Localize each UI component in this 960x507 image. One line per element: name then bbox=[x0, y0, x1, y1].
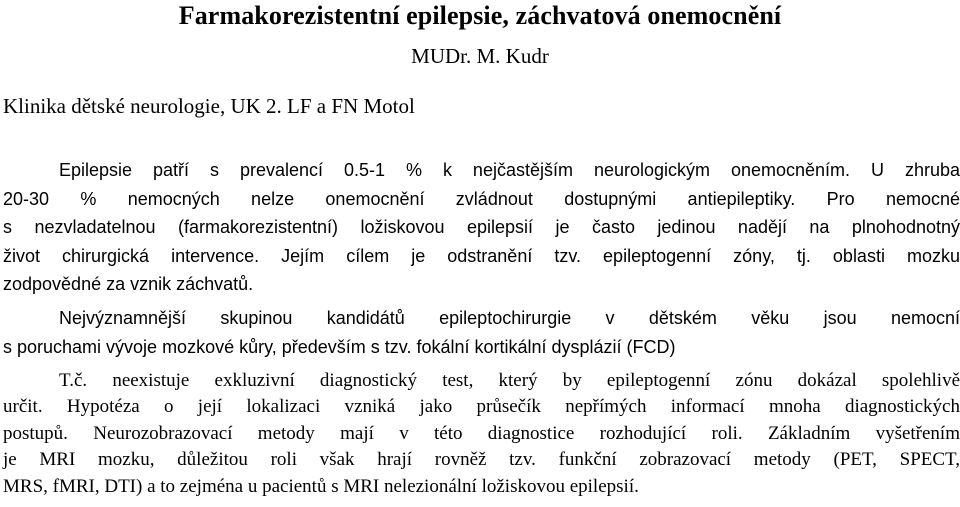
text-line: určit. Hypotéza o její lokalizaci vzniká jako průsečík nepřímých informací mnoha diagnostických bbox=[3, 396, 960, 418]
text-line: Epilepsie patří s prevalencí 0.5-1 % k nejčastějším neurologickým onemocněním. U zhruba bbox=[59, 160, 960, 180]
paragraph-diagnostics bbox=[3, 368, 960, 500]
affiliation: Klinika dětské neurologie, UK 2. LF a FN Motol bbox=[3, 94, 415, 118]
author-name: MUDr. M. Kudr bbox=[411, 44, 549, 68]
text-line: 20-30 % nemocných nelze onemocnění zvládnout dostupnými antiepileptiky. Pro nemocné bbox=[3, 188, 960, 209]
paragraph-prevalence bbox=[3, 156, 960, 299]
text-line: život chirurgická intervence. Jejím cílem je odstranění tzv. epileptogenní zóny, tj. oblasti mozku bbox=[3, 245, 960, 266]
text-line: MRS, fMRI, DTI) a to zejména u pacientů s MRI nelezionální ložiskovou epilepsií. bbox=[3, 475, 639, 497]
text-line: s poruchami vývoje mozkové kůry, především s tzv. fokální kortikální dysplázií (FCD) bbox=[3, 337, 676, 357]
text-line: Nejvýznamnější skupinou kandidátů epileptochirurgie v dětském věku jsou nemocní bbox=[59, 308, 960, 328]
text-line: s nezvladatelnou (farmakorezistentní) ložiskovou epilepsií je často jedinou nadějí na plnohodnotný bbox=[3, 217, 960, 237]
document-title: Farmakorezistentní epilepsie, záchvatová onemocnění bbox=[178, 1, 782, 30]
paragraph-candidates bbox=[3, 304, 960, 362]
text-line: zodpovědné za vznik záchvatů. bbox=[3, 274, 254, 294]
text-line: je MRI mozku, důležitou roli však hrají rovněž tzv. funkční zobrazovací metody (PET, SPECT, bbox=[3, 449, 960, 471]
text-line: T.č. neexistuje exkluzivní diagnostický test, který by epileptogenní zónu dokázal spolehlivě bbox=[59, 370, 960, 391]
text-line: postupů. Neurozobrazovací metody mají v této diagnostice rozhodující roli. Základním vyšetřením bbox=[3, 422, 960, 444]
